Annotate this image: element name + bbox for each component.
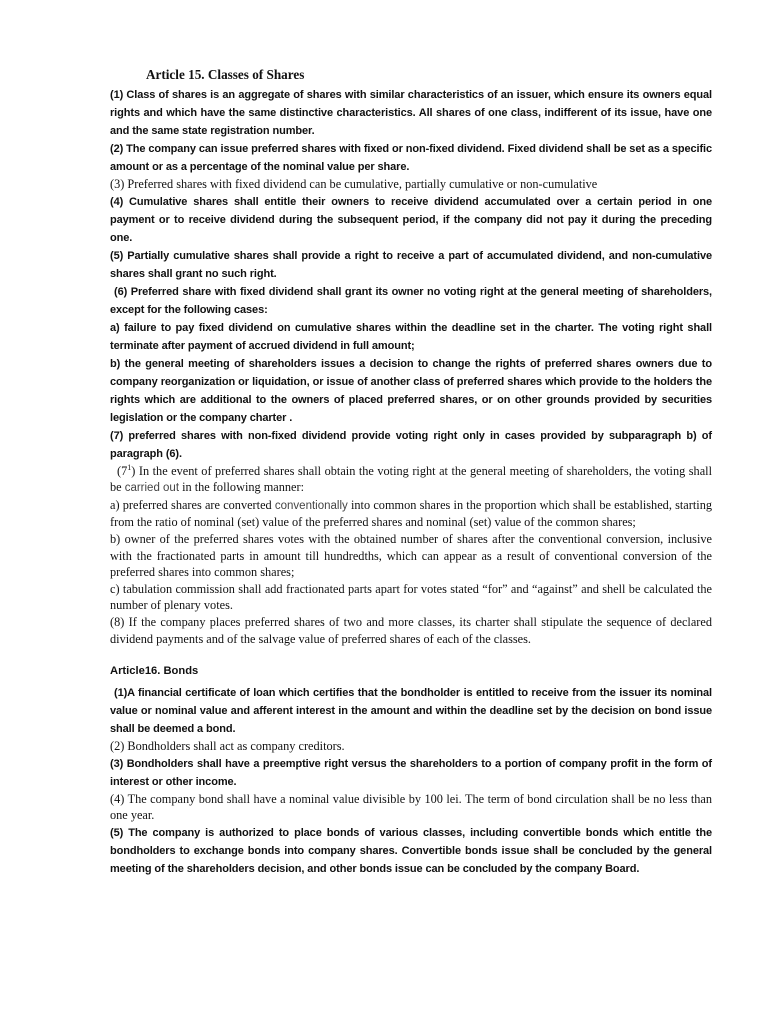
article-16-title: Article16. Bonds bbox=[110, 665, 199, 678]
paragraph-7-1-superscript: 1 bbox=[127, 462, 132, 472]
paragraph-7-1-text-a: In the event of preferred shares shall obtain the voting right at the general meeting of shareholders, the voting shall be bbox=[110, 463, 712, 495]
article-15-paragraph-7-1-a bbox=[110, 497, 712, 531]
article-15-paragraph-7: (7) preferred shares with non-fixed dividend provide voting right only in cases provided by subparagraph b) of paragraph (6). bbox=[110, 429, 712, 460]
carried-out-phrase: carried out bbox=[124, 482, 180, 495]
article-15-paragraph-8: (8) If the company places preferred shares of two and more classes, its charter shall stipulate the sequence of declared dividend payments and of the salvage value of preferred shares of each of the classes. bbox=[110, 614, 712, 646]
article-15-title: Article 15. Classes of Shares bbox=[146, 67, 305, 82]
article-15-paragraph-1: (1) Class of shares is an aggregate of shares with similar characteristics of an issuer, which ensure its owners equal rights and which have the same distinctive characteristics. All shares of one class, indifferent of its issue, have one and the same state registration number. bbox=[110, 89, 712, 137]
article-15-paragraph-6-a: a) failure to pay fixed dividend on cumulative shares within the deadline set in the charter. The voting right shall terminate after payment of accrued dividend in full amount; bbox=[110, 321, 712, 352]
paragraph-7-1-a-post: into common shares in the proportion which shall be established, starting from the ratio of nominal (set) value of the preferred shares and nominal (set) value of the common shares; bbox=[110, 497, 712, 530]
article-15-paragraph-2: (2) The company can issue preferred shares with fixed or non-fixed dividend. Fixed dividend shall be set as a specific amount or as a percentage of the nominal value per share. bbox=[110, 143, 712, 173]
article-16-paragraph-3: (3) Bondholders shall have a preemptive right versus the shareholders to a portion of company profit in the form of interest or other income. bbox=[110, 757, 712, 788]
article-15-paragraph-7-1-b: b) owner of the preferred shares votes with the obtained number of shares after the conventional conversion, inclusive with the fractionated parts in amount till hundredths, which can appear as a result of conventional conversion of the preferred shares into common shares; bbox=[110, 531, 712, 580]
article-16-paragraph-1: (1)A financial certificate of loan which certifies that the bondholder is entitled to receive from the issuer its nominal value or nominal value and afferent interest in the amount and within the deadline set by the decision on bond issue shall be deemed a bond. bbox=[110, 687, 712, 736]
paragraph-7-1-a-pre: a) preferred shares are converted bbox=[110, 497, 275, 512]
paragraph-7-1-close: ) bbox=[131, 463, 136, 478]
conventionally-word: conventionally bbox=[274, 499, 348, 512]
article-16-paragraph-2: (2) Bondholders shall act as company creditors. bbox=[110, 739, 345, 754]
paragraph-7-1-open: (7 bbox=[117, 463, 128, 478]
paragraph-7-1-text-b: in the following manner: bbox=[179, 480, 305, 495]
article-15-paragraph-7-1-c: c) tabulation commission shall add fractionated parts apart for votes stated “for” and “against” and shell be calculated the number of plenary votes. bbox=[110, 581, 712, 613]
article-15-paragraph-7-1 bbox=[110, 463, 712, 497]
article-16-paragraph-4: (4) The company bond shall have a nominal value divisible by 100 lei. The term of bond circulation shall be no less than one year. bbox=[110, 791, 712, 823]
article-15-paragraph-3: (3) Preferred shares with fixed dividend can be cumulative, partially cumulative or non-cumulative bbox=[110, 177, 598, 191]
article-15-paragraph-6: (6) Preferred share with fixed dividend shall grant its owner no voting right at the general meeting of shareholders, except for the following cases: bbox=[110, 285, 712, 316]
document-page bbox=[110, 66, 712, 878]
article-16-paragraph-5: (5) The company is authorized to place bonds of various classes, including convertible bonds which entitle the bondholders to exchange bonds into company shares. Convertible bonds issue shall be concluded by the general meeting of the shareholders decision, and other bonds issue can be concluded by the company Board. bbox=[110, 826, 712, 875]
article-15-paragraph-6-b: b) the general meeting of shareholders issues a decision to change the rights of preferred shares owners due to company reorganization or liquidation, or issue of another class of preferred shares which provide to the holders the rights which are additional to the owners of placed preferred shares, or on other grounds provided by securities legislation or the company charter . bbox=[110, 357, 712, 424]
article-15-paragraph-5: (5) Partially cumulative shares shall provide a right to receive a part of accumulated dividend, and non-cumulative shares shall grant no such right. bbox=[110, 249, 712, 280]
article-15-paragraph-4: (4) Cumulative shares shall entitle their owners to receive dividend accumulated over a certain period in one payment or to receive dividend during the subsequent period, if the company did not pay it during the preceding one. bbox=[110, 195, 712, 244]
